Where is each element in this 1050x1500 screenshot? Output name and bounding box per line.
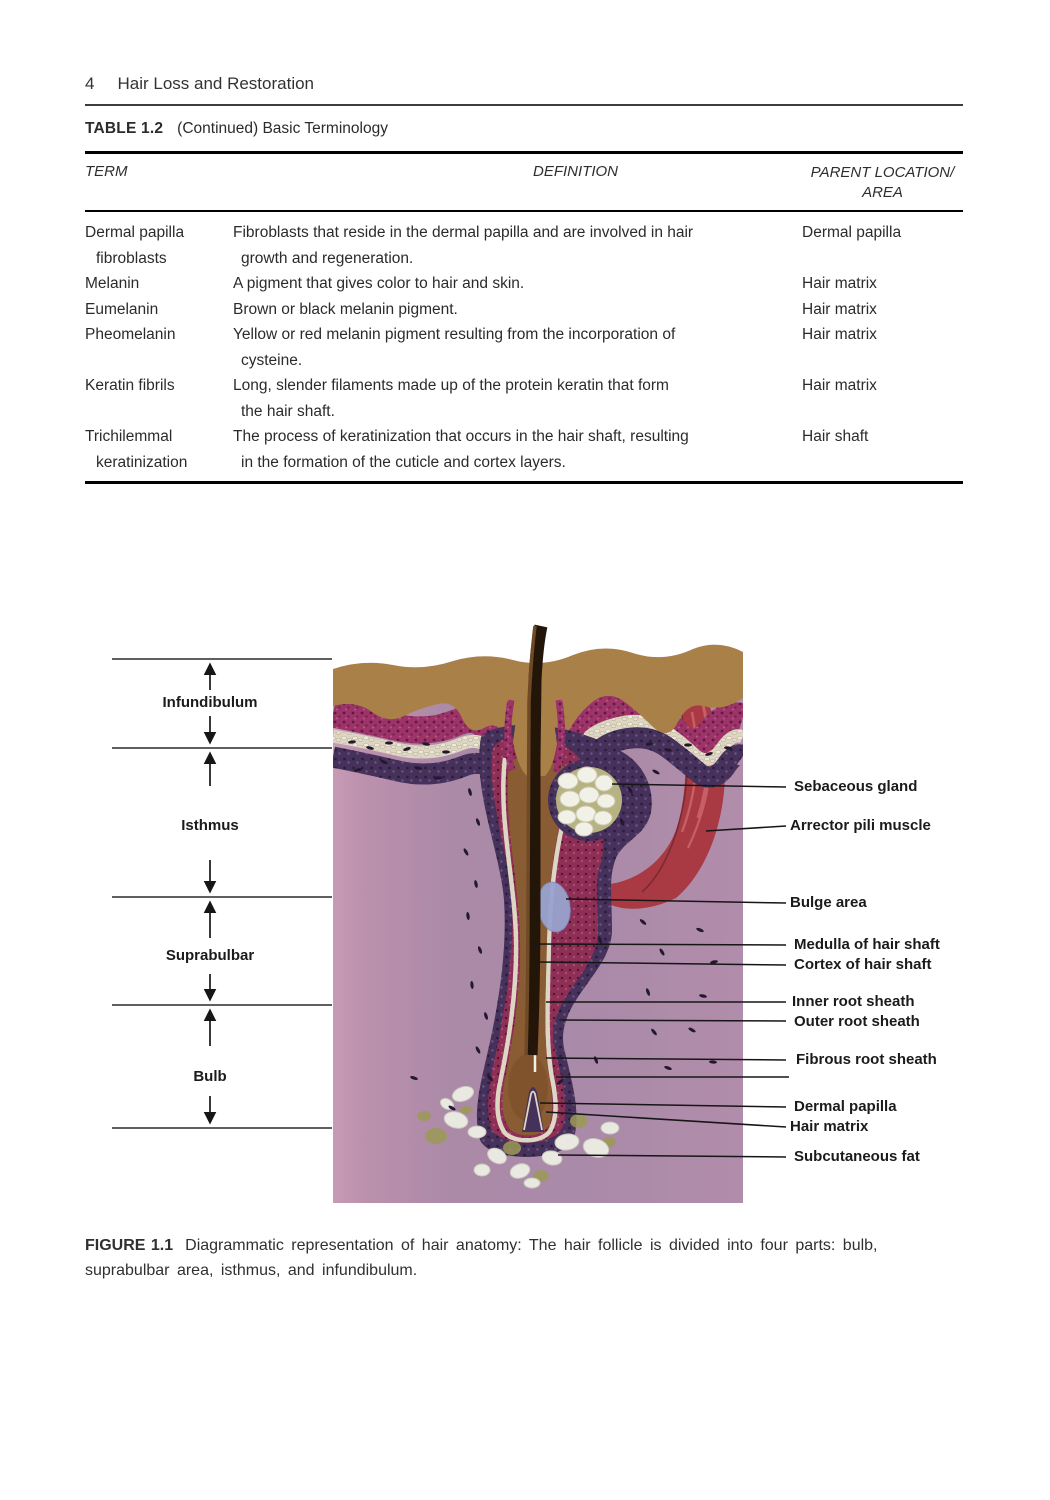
part-label-sebaceous-gland: Sebaceous gland (794, 778, 918, 795)
table-label: TABLE 1.2 (85, 120, 164, 137)
region-label-suprabulbar: Suprabulbar (165, 947, 255, 964)
figure-caption-label: FIGURE 1.1 (85, 1237, 174, 1254)
table-row: Keratin fibrils Long, slender filaments made up of the protein keratin that form the hair shaft. Hair matrix (85, 377, 877, 420)
region-label-bulb: Bulb (193, 1068, 227, 1085)
page-number: 4 (85, 74, 95, 93)
table-row: Dermal papilla fibroblasts Fibroblasts that reside in the dermal papilla and are involved in hair growth and regeneration. Dermal papilla (85, 224, 902, 267)
part-label-subcutaneous-fat: Subcutaneous fat (794, 1148, 920, 1165)
table-header-row (85, 154, 963, 210)
region-scale-lines (112, 659, 332, 1128)
table-row: Eumelanin Brown or black melanin pigment. Hair matrix (85, 300, 877, 318)
table-row: Melanin A pigment that gives color to hair and skin. Hair matrix (85, 275, 877, 292)
column-header-definition: DEFINITION (533, 163, 618, 180)
table-bottom-rule (85, 481, 963, 484)
part-label-arrector-pili-muscle: Arrector pili muscle (790, 817, 931, 834)
terminology-table (85, 120, 963, 484)
sebaceous-gland-shape (548, 759, 630, 841)
table-title: TABLE 1.2 (Continued) Basic Terminology (85, 120, 388, 137)
running-head (85, 74, 963, 106)
region-label-isthmus: Isthmus (181, 817, 239, 834)
part-label-medulla: Medulla of hair shaft (794, 936, 940, 953)
part-label-inner-root-sheath: Inner root sheath (792, 993, 915, 1010)
part-label-cortex: Cortex of hair shaft (794, 956, 932, 973)
table-row: Pheomelanin Yellow or red melanin pigment resulting from the incorporation of cysteine. Hair matrix (85, 326, 877, 369)
part-label-dermal-papilla: Dermal papilla (794, 1098, 897, 1115)
table-body (85, 212, 963, 481)
part-label-fibrous-root-sheath: Fibrous root sheath (796, 1051, 937, 1068)
table-row: Trichilemmal keratinization The process of keratinization that occurs in the hair shaft, resulting in the formation of the cuticle and cortex layers. Hair shaft (85, 428, 869, 471)
region-label-infundibulum: Infundibulum (162, 694, 258, 711)
part-label-hair-matrix: Hair matrix (790, 1118, 869, 1135)
hair-shaft-shape (526, 626, 541, 1055)
part-label-outer-root-sheath: Outer root sheath (794, 1013, 920, 1030)
column-header-parent: PARENT LOCATION/ AREA (810, 164, 955, 201)
figure-1-1 (85, 618, 965, 1218)
part-label-bulge-area: Bulge area (790, 894, 867, 911)
running-title: Hair Loss and Restoration (117, 74, 315, 93)
figure-caption: FIGURE 1.1 Diagrammatic representation of hair anatomy: The hair follicle is divided into four parts: bulb, suprabulbar area, isthmus, and infundibulum. (85, 1237, 878, 1279)
column-header-term: TERM (85, 163, 128, 180)
figure-caption-text: Diagrammatic representation of hair anatomy: The hair follicle is divided into four parts: bulb, (185, 1237, 878, 1254)
